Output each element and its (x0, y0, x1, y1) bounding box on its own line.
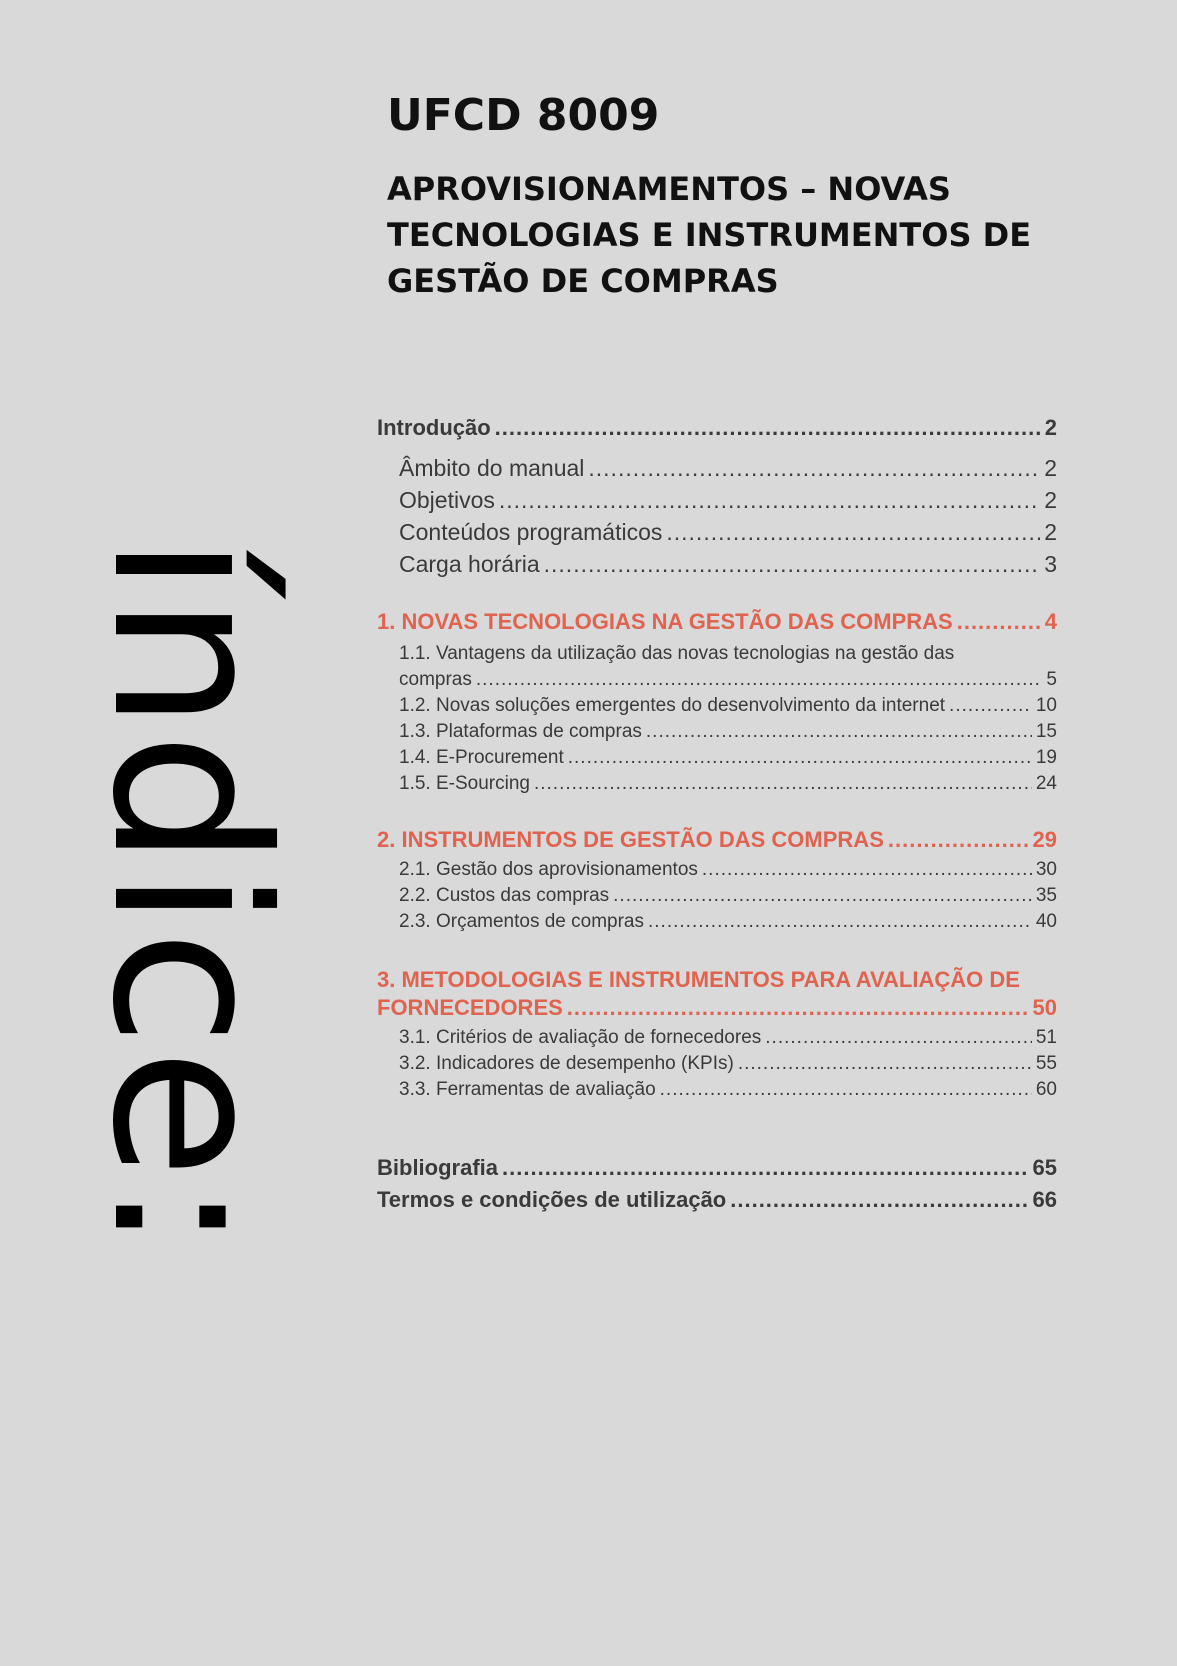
toc-entry[interactable] (377, 857, 1057, 883)
toc-entry-page: 24 (1035, 773, 1057, 794)
toc-entry[interactable] (377, 719, 1057, 745)
toc-entry-title: Conteúdos programáticos (399, 519, 663, 545)
toc-leader-dots (502, 1155, 1029, 1181)
subject-line: TECNOLOGIAS E INSTRUMENTOS DE (387, 216, 1032, 254)
toc-entry-title: 1.3. Plataformas de compras (399, 721, 642, 742)
toc-entry[interactable] (377, 487, 1057, 519)
toc-entry-page: 55 (1035, 1053, 1057, 1074)
toc-entry-title: 1.1. Vantagens da utilização das novas tecnologias na gestão das (399, 643, 955, 664)
toc-leader-dots (949, 693, 1032, 719)
subject-line: GESTÃO DE COMPRAS (387, 262, 779, 300)
toc-leader-dots (702, 857, 1032, 883)
toc-chapter-2[interactable] (377, 827, 1057, 857)
toc-entry-title-continued: compras (399, 669, 472, 690)
document-header (387, 86, 1067, 304)
toc-leader-dots (499, 487, 1040, 514)
toc-entry-page: 10 (1035, 695, 1057, 716)
toc-entry-title: Termos e condições de utilização (377, 1187, 727, 1212)
toc-entry-page: 2 (1044, 415, 1057, 440)
toc-entry-title: Carga horária (399, 551, 540, 577)
toc-entry[interactable] (377, 641, 1057, 693)
toc-entry-page: 3 (1044, 551, 1057, 577)
toc-entry[interactable] (377, 909, 1057, 935)
toc-entry-page: 60 (1035, 1079, 1057, 1100)
toc-chapter-3[interactable] (377, 965, 1057, 1025)
toc-entry-page: 65 (1032, 1155, 1057, 1180)
toc-chapter-title-continued: FORNECEDORES (377, 995, 563, 1020)
toc-chapter-page: 29 (1032, 827, 1057, 852)
toc-chapter-title: 3. METODOLOGIAS E INSTRUMENTOS PARA AVALIAÇÃO DE (377, 967, 1020, 992)
toc-entry-intro[interactable] (377, 415, 1057, 447)
toc-leader-dots (588, 455, 1040, 482)
toc-entry-page: 40 (1035, 911, 1057, 932)
toc-leader-dots (738, 1051, 1032, 1077)
toc-entry-bibliography[interactable] (377, 1155, 1057, 1187)
toc-leader-dots (646, 719, 1032, 745)
toc-leader-dots (495, 415, 1041, 441)
toc-leader-dots (666, 519, 1040, 546)
toc-entry-title: 3.3. Ferramentas de avaliação (399, 1079, 656, 1100)
toc-entry-title: 1.2. Novas soluções emergentes do desenvolvimento da internet (399, 695, 946, 716)
course-code: UFCD 8009 (387, 90, 660, 141)
toc-entry-page: 35 (1035, 885, 1057, 906)
toc-leader-dots (765, 1025, 1032, 1051)
toc-entry-page: 30 (1035, 859, 1057, 880)
toc-entry-title: Bibliografia (377, 1155, 499, 1180)
toc-leader-dots (730, 1187, 1028, 1213)
toc-entry[interactable] (377, 1025, 1057, 1051)
toc-leader-dots (660, 1077, 1032, 1103)
toc-leader-dots (568, 745, 1032, 771)
toc-chapter-page: 4 (1044, 609, 1057, 634)
toc-entry-page: 51 (1035, 1027, 1057, 1048)
toc-entry-page: 2 (1044, 487, 1057, 513)
toc-entry[interactable] (377, 551, 1057, 583)
table-of-contents (377, 415, 1057, 1219)
toc-chapter-1[interactable] (377, 609, 1057, 641)
toc-entry-page: 19 (1035, 747, 1057, 768)
course-subject (387, 166, 1067, 304)
toc-entry-terms[interactable] (377, 1187, 1057, 1219)
toc-leader-dots (648, 909, 1032, 935)
toc-leader-dots (957, 609, 1041, 635)
toc-chapter-title: 1. NOVAS TECNOLOGIAS NA GESTÃO DAS COMPRAS (377, 609, 953, 634)
toc-entry-title: 1.4. E-Procurement (399, 747, 564, 768)
toc-entry-page: 15 (1035, 721, 1057, 742)
toc-leader-dots (534, 771, 1032, 797)
toc-entry[interactable] (377, 1051, 1057, 1077)
toc-entry-title: 2.2. Custos das compras (399, 885, 610, 906)
toc-entry-title: Objetivos (399, 487, 495, 513)
toc-entry[interactable] (377, 693, 1057, 719)
toc-entry[interactable] (377, 519, 1057, 551)
toc-leader-dots (888, 827, 1029, 853)
toc-entry-title: 2.1. Gestão dos aprovisionamentos (399, 859, 698, 880)
toc-entry-title: 2.3. Orçamentos de compras (399, 911, 644, 932)
toc-entry-title: 3.2. Indicadores de desempenho (KPIs) (399, 1053, 734, 1074)
toc-leader-dots (567, 995, 1029, 1021)
toc-entry[interactable] (377, 745, 1057, 771)
toc-chapter-page: 50 (1032, 995, 1057, 1020)
toc-entry-title: 1.5. E-Sourcing (399, 773, 530, 794)
toc-entry-page: 2 (1044, 519, 1057, 545)
toc-entry-page: 66 (1032, 1187, 1057, 1212)
toc-chapter-title: 2. INSTRUMENTOS DE GESTÃO DAS COMPRAS (377, 827, 884, 852)
toc-leader-dots (476, 667, 1043, 693)
side-title: índice: (66, 535, 313, 1255)
toc-leader-dots (544, 551, 1041, 578)
toc-entry[interactable] (377, 1077, 1057, 1103)
toc-entry-page: 2 (1044, 455, 1057, 481)
toc-entry[interactable] (377, 883, 1057, 909)
toc-leader-dots (613, 883, 1032, 909)
toc-entry[interactable] (377, 771, 1057, 797)
toc-entry[interactable] (377, 455, 1057, 487)
toc-entry-page: 5 (1046, 669, 1057, 690)
toc-entry-title: Âmbito do manual (399, 455, 585, 481)
subject-line: APROVISIONAMENTOS – NOVAS (387, 170, 951, 208)
toc-entry-title: 3.1. Critérios de avaliação de fornecedores (399, 1027, 762, 1048)
toc-entry-title: Introdução (377, 415, 491, 440)
